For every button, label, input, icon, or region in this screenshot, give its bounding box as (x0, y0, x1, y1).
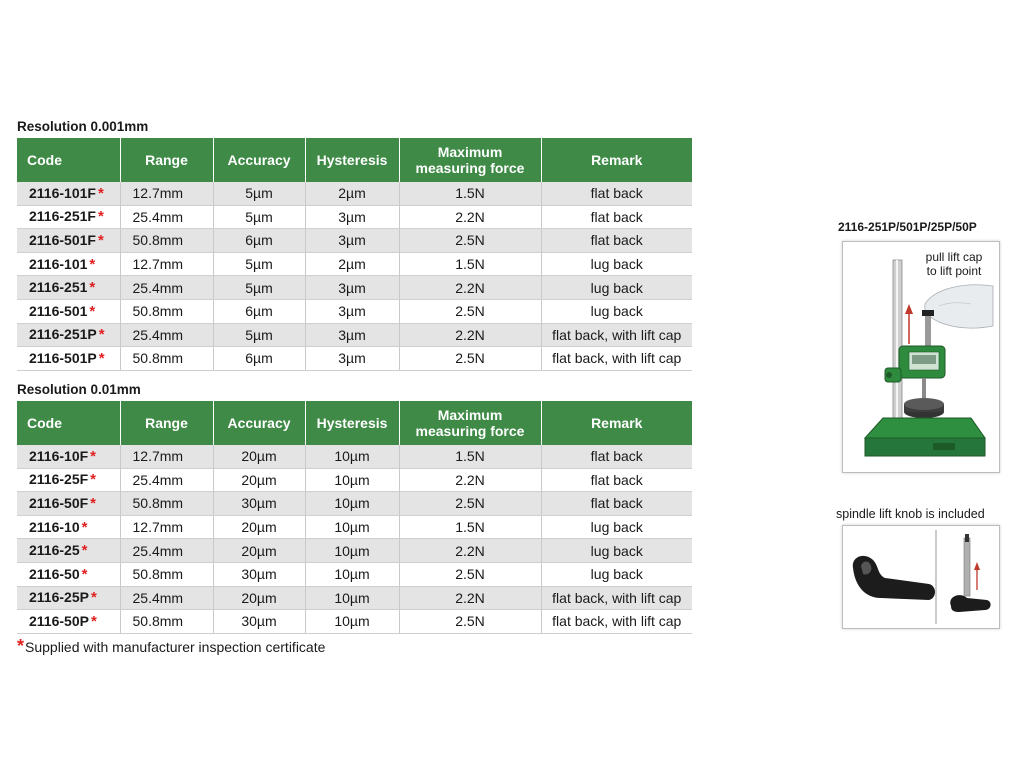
photo-caption-line2: to lift point (926, 264, 982, 278)
cell-remark-value: flat back (590, 185, 643, 202)
cell-remark (541, 539, 692, 563)
cell-range-value: 50.8mm (132, 495, 184, 512)
cell-code-value: 2116-251F (29, 208, 96, 225)
cell-remark (541, 205, 692, 229)
cell-remark (541, 299, 692, 323)
cell-remark (541, 347, 692, 371)
cell-remark-value: flat back, with lift cap (552, 326, 682, 343)
footnote-text: Supplied with manufacturer inspection certificate (25, 639, 326, 655)
cell-hysteresis-value: 2µm (338, 256, 366, 273)
cell-range-value: 25.4mm (132, 326, 184, 343)
cell-code (17, 610, 120, 634)
col-header-code: Code (17, 138, 120, 182)
dial-stand-photo (842, 241, 1000, 473)
col-header-hysteresis: Hysteresis (305, 401, 399, 445)
cell-accuracy-value: 6µm (245, 350, 273, 367)
cell-hysteresis (305, 276, 399, 300)
cell-code (17, 182, 120, 205)
cell-hysteresis (305, 586, 399, 610)
cell-hysteresis (305, 299, 399, 323)
certificate-star: * (81, 565, 88, 583)
cell-accuracy-value: 20µm (241, 471, 277, 488)
col-header-force-line1: Maximum (437, 144, 503, 160)
table-row (17, 323, 692, 347)
cell-code-value: 2116-501 (29, 302, 88, 319)
certificate-star: * (90, 612, 97, 630)
cell-hysteresis-value: 3µm (338, 208, 366, 225)
cell-force-value: 2.2N (455, 208, 485, 225)
cell-remark-value: flat back, with lift cap (552, 613, 682, 630)
cell-accuracy (213, 347, 305, 371)
lift-knob-illustration (843, 526, 999, 628)
table-row (17, 515, 692, 539)
col-header-accuracy: Accuracy (213, 401, 305, 445)
cell-code-value: 2116-101F (29, 184, 96, 201)
cell-range-value: 50.8mm (132, 303, 184, 320)
cell-accuracy-value: 20µm (241, 448, 277, 465)
cell-hysteresis-value: 10µm (334, 519, 370, 536)
cell-range (120, 205, 213, 229)
certificate-star: * (89, 279, 96, 297)
cell-force-value: 2.5N (455, 232, 485, 249)
cell-force-value: 2.2N (455, 589, 485, 606)
cell-range-value: 25.4mm (132, 208, 184, 225)
cell-remark (541, 276, 692, 300)
cell-range (120, 347, 213, 371)
cell-range-value: 50.8mm (132, 350, 184, 367)
cell-code-value: 2116-50 (29, 565, 80, 582)
lift-knob-photo (842, 525, 1000, 629)
cell-hysteresis (305, 468, 399, 492)
cell-code (17, 347, 120, 371)
cell-remark-value: lug back (590, 279, 643, 296)
table-row (17, 610, 692, 634)
cell-accuracy (213, 323, 305, 347)
cell-accuracy (213, 252, 305, 276)
col-header-force-line1: Maximum (437, 407, 503, 423)
certificate-star: * (89, 302, 96, 320)
table-row (17, 539, 692, 563)
cell-hysteresis-value: 10µm (334, 566, 370, 583)
cell-accuracy-value: 20µm (241, 519, 277, 536)
cell-code (17, 515, 120, 539)
cell-hysteresis (305, 205, 399, 229)
cell-code (17, 586, 120, 610)
cell-remark-value: lug back (590, 566, 643, 583)
certificate-star: * (90, 471, 97, 489)
cell-range-value: 25.4mm (132, 542, 184, 559)
cell-force (399, 468, 541, 492)
cell-force-value: 2.5N (455, 303, 485, 320)
cell-accuracy-value: 5µm (245, 326, 273, 343)
cell-accuracy (213, 562, 305, 586)
cell-code (17, 205, 120, 229)
cell-range-value: 12.7mm (132, 519, 184, 536)
cell-accuracy-value: 20µm (241, 589, 277, 606)
cell-accuracy-value: 5µm (245, 185, 273, 202)
cell-force (399, 515, 541, 539)
cell-force-value: 2.5N (455, 613, 485, 630)
cell-accuracy (213, 610, 305, 634)
cell-hysteresis-value: 10µm (334, 471, 370, 488)
cell-accuracy-value: 30µm (241, 613, 277, 630)
cell-accuracy (213, 445, 305, 468)
cell-force-value: 2.2N (455, 279, 485, 296)
cell-range-value: 12.7mm (132, 256, 184, 273)
certificate-star: * (97, 231, 104, 249)
cell-range (120, 182, 213, 205)
cell-accuracy-value: 6µm (245, 303, 273, 320)
cell-hysteresis-value: 2µm (338, 185, 366, 202)
cell-code (17, 539, 120, 563)
cell-range-value: 50.8mm (132, 613, 184, 630)
cell-range (120, 610, 213, 634)
cell-force-value: 1.5N (455, 448, 485, 465)
cell-hysteresis (305, 347, 399, 371)
cell-remark (541, 252, 692, 276)
table-header-row (17, 401, 692, 445)
certificate-star: * (97, 184, 104, 202)
cell-force-value: 2.2N (455, 326, 485, 343)
cell-force (399, 562, 541, 586)
cell-hysteresis (305, 229, 399, 253)
cell-remark-value: flat back (590, 495, 643, 512)
cell-remark (541, 445, 692, 468)
cell-remark-value: flat back (590, 208, 643, 225)
cell-range-value: 12.7mm (132, 448, 184, 465)
cell-remark (541, 182, 692, 205)
cell-accuracy (213, 468, 305, 492)
cell-force-value: 2.5N (455, 495, 485, 512)
cell-remark-value: lug back (590, 519, 643, 536)
certificate-star: * (97, 208, 104, 226)
cell-accuracy-value: 30µm (241, 566, 277, 583)
cell-accuracy-value: 30µm (241, 495, 277, 512)
cell-hysteresis-value: 3µm (338, 232, 366, 249)
col-header-force-line2: measuring force (415, 160, 525, 176)
cell-hysteresis-value: 3µm (338, 303, 366, 320)
col-header-force (399, 401, 541, 445)
cell-code-value: 2116-25 (29, 542, 80, 559)
footnote-star: * (17, 636, 25, 656)
cell-accuracy-value: 5µm (245, 256, 273, 273)
cell-accuracy (213, 276, 305, 300)
cell-code (17, 299, 120, 323)
cell-hysteresis-value: 10µm (334, 589, 370, 606)
cell-code (17, 229, 120, 253)
photo-caption (911, 250, 997, 278)
cell-hysteresis-value: 3µm (338, 279, 366, 296)
spec-table-001mm (17, 401, 692, 634)
cell-remark (541, 610, 692, 634)
certificate-star: * (90, 447, 97, 465)
cell-code-value: 2116-101 (29, 255, 88, 272)
cell-remark-value: lug back (590, 303, 643, 320)
cell-range-value: 50.8mm (132, 566, 184, 583)
cell-range (120, 539, 213, 563)
cell-range-value: 12.7mm (132, 185, 184, 202)
cell-hysteresis-value: 10µm (334, 542, 370, 559)
cell-force-value: 2.5N (455, 350, 485, 367)
col-header-force (399, 138, 541, 182)
table-row (17, 182, 692, 205)
cell-hysteresis (305, 562, 399, 586)
table-row (17, 229, 692, 253)
cell-remark-value: flat back, with lift cap (552, 350, 682, 367)
col-header-remark: Remark (541, 138, 692, 182)
cell-code-value: 2116-251 (29, 279, 88, 296)
table-row (17, 252, 692, 276)
cell-force-value: 1.5N (455, 185, 485, 202)
col-header-range: Range (120, 138, 213, 182)
cell-accuracy-value: 5µm (245, 279, 273, 296)
cell-remark (541, 468, 692, 492)
cell-hysteresis-value: 10µm (334, 613, 370, 630)
cell-force-value: 1.5N (455, 519, 485, 536)
cell-remark-value: flat back (590, 448, 643, 465)
section-title-0001mm: Resolution 0.001mm (17, 119, 149, 134)
cell-range (120, 299, 213, 323)
cell-force (399, 492, 541, 516)
table-row (17, 492, 692, 516)
table-row (17, 299, 692, 323)
cell-remark (541, 562, 692, 586)
cell-hysteresis (305, 610, 399, 634)
certificate-star: * (98, 349, 105, 367)
cell-force-value: 2.2N (455, 471, 485, 488)
photo-caption-line1: pull lift cap (925, 250, 983, 264)
col-header-range: Range (120, 401, 213, 445)
cell-force (399, 299, 541, 323)
certificate-star: * (90, 494, 97, 512)
cell-range (120, 252, 213, 276)
cell-code (17, 323, 120, 347)
cell-code-value: 2116-501P (29, 349, 97, 366)
cell-remark (541, 323, 692, 347)
cell-range (120, 276, 213, 300)
cell-code (17, 276, 120, 300)
cell-range (120, 562, 213, 586)
cell-accuracy-value: 6µm (245, 232, 273, 249)
footnote (17, 636, 325, 657)
cell-hysteresis (305, 539, 399, 563)
section-title-001mm: Resolution 0.01mm (17, 382, 141, 397)
table-row (17, 562, 692, 586)
cell-accuracy (213, 299, 305, 323)
cell-remark-value: lug back (590, 542, 643, 559)
cell-force (399, 276, 541, 300)
cell-range (120, 445, 213, 468)
certificate-star: * (81, 518, 88, 536)
col-header-accuracy: Accuracy (213, 138, 305, 182)
col-header-hysteresis: Hysteresis (305, 138, 399, 182)
cell-code-value: 2116-10 (29, 518, 80, 535)
cell-accuracy (213, 182, 305, 205)
cell-remark-value: flat back (590, 232, 643, 249)
cell-force-value: 2.5N (455, 566, 485, 583)
cell-range (120, 586, 213, 610)
cell-accuracy (213, 539, 305, 563)
cell-remark-value: flat back (590, 471, 643, 488)
cell-hysteresis (305, 252, 399, 276)
cell-code-value: 2116-251P (29, 326, 97, 343)
cell-range-value: 25.4mm (132, 589, 184, 606)
cell-code (17, 252, 120, 276)
cell-accuracy (213, 586, 305, 610)
cell-hysteresis-value: 3µm (338, 326, 366, 343)
cell-remark-value: flat back, with lift cap (552, 589, 682, 606)
cell-force (399, 445, 541, 468)
col-header-remark: Remark (541, 401, 692, 445)
cell-code-value: 2116-25P (29, 589, 89, 606)
cell-code (17, 445, 120, 468)
cell-force-value: 2.2N (455, 542, 485, 559)
cell-range (120, 229, 213, 253)
cell-code (17, 562, 120, 586)
table-row (17, 347, 692, 371)
cell-accuracy (213, 492, 305, 516)
cell-hysteresis (305, 182, 399, 205)
cell-range-value: 25.4mm (132, 279, 184, 296)
cell-code-value: 2116-10F (29, 447, 89, 464)
cell-code-value: 2116-25F (29, 471, 89, 488)
cell-remark (541, 492, 692, 516)
certificate-star: * (90, 589, 97, 607)
col-header-force-line2: measuring force (415, 423, 525, 439)
cell-range (120, 515, 213, 539)
cell-accuracy-value: 20µm (241, 542, 277, 559)
cell-force (399, 586, 541, 610)
cell-accuracy-value: 5µm (245, 208, 273, 225)
cell-range (120, 323, 213, 347)
certificate-star: * (89, 255, 96, 273)
cell-force (399, 539, 541, 563)
cell-remark (541, 229, 692, 253)
cell-range (120, 492, 213, 516)
col-header-code: Code (17, 401, 120, 445)
cell-accuracy (213, 205, 305, 229)
cell-code-value: 2116-501F (29, 231, 96, 248)
cell-code-value: 2116-50P (29, 612, 89, 629)
cell-remark-value: lug back (590, 256, 643, 273)
cell-hysteresis-value: 10µm (334, 495, 370, 512)
cell-force (399, 347, 541, 371)
spec-table-0001mm (17, 138, 692, 371)
certificate-star: * (81, 542, 88, 560)
cell-force (399, 323, 541, 347)
table-row (17, 586, 692, 610)
table-header-row (17, 138, 692, 182)
cell-force (399, 252, 541, 276)
cell-accuracy (213, 229, 305, 253)
table-row (17, 205, 692, 229)
table-row (17, 445, 692, 468)
cell-hysteresis (305, 445, 399, 468)
cell-force (399, 182, 541, 205)
cell-code-value: 2116-50F (29, 494, 89, 511)
cell-force (399, 610, 541, 634)
cell-force (399, 205, 541, 229)
cell-accuracy (213, 515, 305, 539)
cell-hysteresis-value: 10µm (334, 448, 370, 465)
cell-code (17, 468, 120, 492)
cell-range-value: 25.4mm (132, 471, 184, 488)
cell-range (120, 468, 213, 492)
cell-force (399, 229, 541, 253)
cell-range-value: 50.8mm (132, 232, 184, 249)
model-title: 2116-251P/501P/25P/50P (838, 220, 977, 234)
cell-hysteresis (305, 492, 399, 516)
cell-hysteresis (305, 515, 399, 539)
knob-caption: spindle lift knob is included (836, 507, 985, 521)
table-row (17, 468, 692, 492)
cell-hysteresis (305, 323, 399, 347)
certificate-star: * (98, 326, 105, 344)
cell-remark (541, 515, 692, 539)
cell-force-value: 1.5N (455, 256, 485, 273)
cell-code (17, 492, 120, 516)
table-row (17, 276, 692, 300)
cell-hysteresis-value: 3µm (338, 350, 366, 367)
cell-remark (541, 586, 692, 610)
